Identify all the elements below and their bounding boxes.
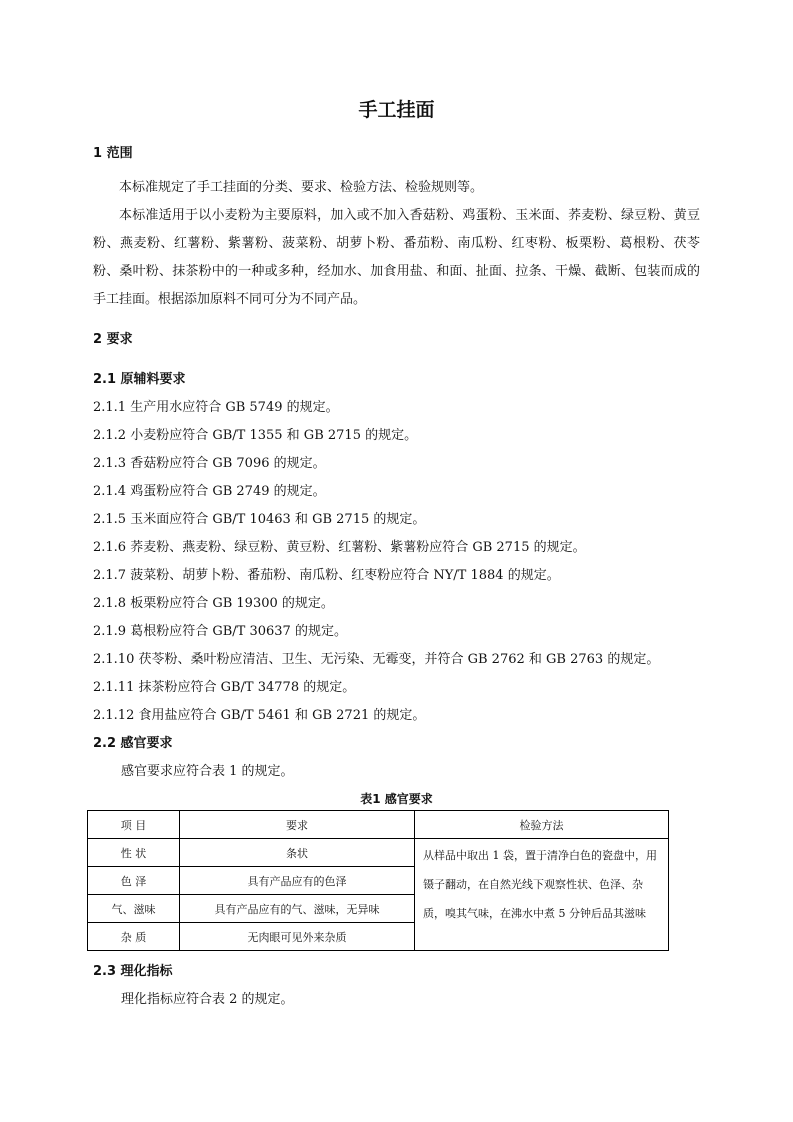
section-2-2-heading: 2.2 感官要求 xyxy=(93,736,173,751)
clause-2-1-7: 2.1.7 菠菜粉、胡萝卜粉、番茄粉、南瓜粉、红枣粉应符合 NY/T 1884 的规定。 xyxy=(93,568,560,583)
table-header-cell: 要求 xyxy=(180,811,415,839)
table-1-caption: 表1 感官要求 xyxy=(360,792,433,806)
clause-2-1-5: 2.1.5 玉米面应符合 GB/T 10463 和 GB 2715 的规定。 xyxy=(93,512,426,527)
table-header-cell: 项 目 xyxy=(88,811,180,839)
clause-2-1-2: 2.1.2 小麦粉应符合 GB/T 1355 和 GB 2715 的规定。 xyxy=(93,428,418,443)
table-requirement-cell: 具有产品应有的气、滋味，无异味 xyxy=(180,895,415,923)
table-item-cell: 气、滋味 xyxy=(88,895,180,923)
table-header-cell: 检验方法 xyxy=(415,811,669,839)
table-item-cell: 性 状 xyxy=(88,839,180,867)
clause-2-1-3: 2.1.3 香菇粉应符合 GB 7096 的规定。 xyxy=(93,456,326,471)
section-2-3-text: 理化指标应符合表 2 的规定。 xyxy=(121,992,294,1007)
clause-2-1-9: 2.1.9 葛根粉应符合 GB/T 30637 的规定。 xyxy=(93,624,347,639)
section-2-2-text: 感官要求应符合表 1 的规定。 xyxy=(121,764,294,779)
clause-2-1-10: 2.1.10 茯苓粉、桑叶粉应清洁、卫生、无污染、无霉变，并符合 GB 2762 和 GB 2763 的规定。 xyxy=(93,652,660,667)
section-2-1-heading: 2.1 原辅料要求 xyxy=(93,372,186,387)
table-requirement-cell: 条状 xyxy=(180,839,415,867)
table-item-cell: 杂 质 xyxy=(88,923,180,951)
section-1-heading: 1 范围 xyxy=(93,146,133,161)
scope-paragraph-2: 本标准适用于以小麦粉为主要原料，加入或不加入香菇粉、鸡蛋粉、玉米面、荞麦粉、绿豆粉、黄豆粉、燕麦粉、红薯粉、紫薯粉、菠菜粉、胡萝卜粉、番茄粉、南瓜粉、红枣粉、板栗粉、葛根粉、茯苓粉、桑叶粉、抹茶粉中的一种或多种，经加水、加食用盐、和面、扯面、拉条、干燥、截断、包装而成的手工挂面。根据添加原料不同可分为不同产品。 xyxy=(93,208,700,307)
section-2-3-heading: 2.3 理化指标 xyxy=(93,964,173,979)
table-requirement-cell: 无肉眼可见外来杂质 xyxy=(180,923,415,951)
table-header-row xyxy=(88,811,669,839)
document-title: 手工挂面 xyxy=(358,99,435,121)
clause-2-1-4: 2.1.4 鸡蛋粉应符合 GB 2749 的规定。 xyxy=(93,484,326,499)
clause-2-1-1: 2.1.1 生产用水应符合 GB 5749 的规定。 xyxy=(93,400,339,415)
table-row xyxy=(88,839,669,867)
table-item-cell: 色 泽 xyxy=(88,867,180,895)
table-requirement-cell: 具有产品应有的色泽 xyxy=(180,867,415,895)
clause-2-1-11: 2.1.11 抹茶粉应符合 GB/T 34778 的规定。 xyxy=(93,680,356,695)
clause-2-1-12: 2.1.12 食用盐应符合 GB/T 5461 和 GB 2721 的规定。 xyxy=(93,708,426,723)
table-method-cell: 从样品中取出 1 袋，置于清净白色的瓷盘中，用镊子翻动，在自然光线下观察性状、色泽、杂质，嗅其气味，在沸水中煮 5 分钟后品其滋味 xyxy=(415,839,669,951)
clause-2-1-6: 2.1.6 荞麦粉、燕麦粉、绿豆粉、黄豆粉、红薯粉、紫薯粉应符合 GB 2715 的规定。 xyxy=(93,540,586,555)
sensory-table xyxy=(87,810,669,951)
clause-2-1-8: 2.1.8 板栗粉应符合 GB 19300 的规定。 xyxy=(93,596,334,611)
scope-paragraph-1: 本标准规定了手工挂面的分类、要求、检验方法、检验规则等。 xyxy=(119,180,484,195)
section-2-heading: 2 要求 xyxy=(93,332,133,347)
